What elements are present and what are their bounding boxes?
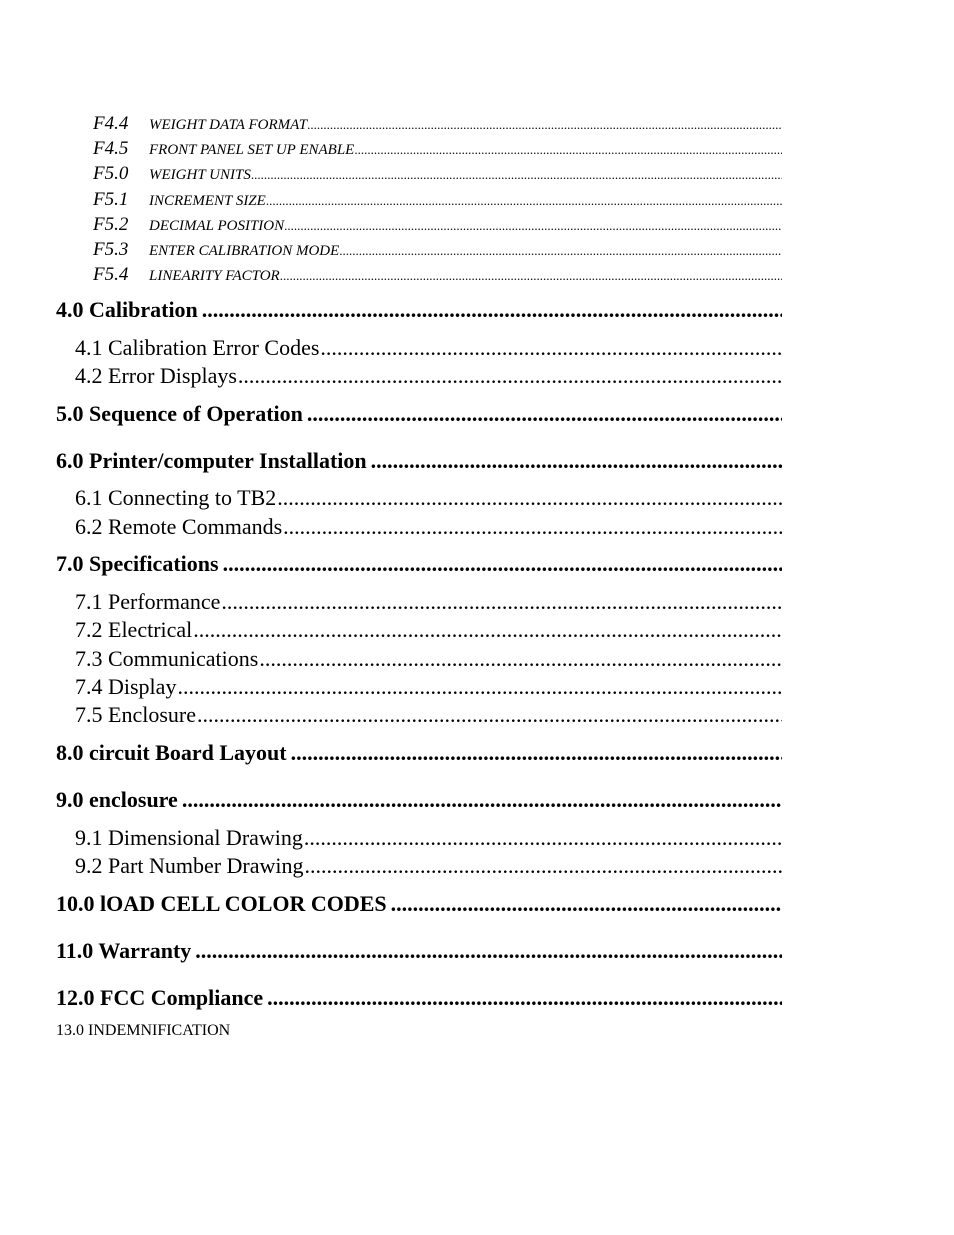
- toc-section-13-0[interactable]: 13.0 INDEMNIFICATION: [56, 1022, 231, 1039]
- dot-leader: [277, 485, 782, 511]
- dot-leader: [284, 218, 782, 234]
- dot-leader: [197, 702, 782, 728]
- dot-leader: [267, 985, 782, 1011]
- dot-leader: [195, 938, 782, 964]
- toc-entry-number: F5.2: [93, 214, 129, 235]
- toc-item-title: 9.1 Dimensional Drawing: [75, 825, 303, 850]
- dot-leader: [283, 514, 782, 540]
- toc-entry-title: FRONT PANEL SET UP ENABLE: [149, 142, 355, 158]
- dot-leader: [259, 646, 782, 672]
- toc-section-7-0[interactable]: [56, 551, 782, 577]
- toc-item-6-2[interactable]: [75, 514, 782, 540]
- toc-item-4-1[interactable]: [75, 335, 782, 361]
- toc-entry-f5-4[interactable]: [93, 264, 782, 286]
- dot-leader: [354, 142, 782, 158]
- dot-leader: [305, 853, 782, 879]
- toc-section-title: 6.0 Printer/computer Installation: [56, 448, 367, 473]
- toc-entry-title: ENTER CALIBRATION MODE: [149, 243, 340, 259]
- toc-entry-number: F5.3: [93, 239, 129, 260]
- toc-item-9-1[interactable]: [75, 825, 782, 851]
- toc-entry-f5-3[interactable]: [93, 239, 782, 261]
- toc-section-title: 5.0 Sequence of Operation: [56, 401, 303, 426]
- toc-entry-f4-5[interactable]: [93, 138, 782, 160]
- toc-section-11-0[interactable]: [56, 938, 782, 964]
- toc-section-9-0[interactable]: [56, 787, 782, 813]
- toc-item-7-2[interactable]: [75, 617, 782, 643]
- toc-section-title: 8.0 circuit Board Layout: [56, 740, 287, 765]
- toc-item-7-3[interactable]: [75, 646, 782, 672]
- toc-section-title: 10.0 lOAD CELL COLOR CODES: [56, 891, 387, 916]
- dot-leader: [202, 297, 782, 323]
- toc-section-title: 12.0 FCC Compliance: [56, 985, 264, 1010]
- toc-item-title: 4.1 Calibration Error Codes: [75, 335, 320, 360]
- toc-entry-number: F5.4: [93, 264, 129, 285]
- toc-entry-number: F5.1: [93, 189, 129, 210]
- dot-leader: [280, 268, 782, 284]
- dot-leader: [307, 117, 782, 133]
- toc-item-title: 7.1 Performance: [75, 589, 221, 614]
- dot-leader: [320, 335, 782, 361]
- toc-item-6-1[interactable]: [75, 485, 782, 511]
- toc-section-6-0[interactable]: [56, 448, 782, 474]
- toc-item-title: 6.1 Connecting to TB2: [75, 485, 277, 510]
- dot-leader: [223, 551, 782, 577]
- toc-item-7-5[interactable]: [75, 702, 782, 728]
- dot-leader: [291, 740, 782, 766]
- dot-leader: [307, 401, 782, 427]
- dot-leader: [251, 167, 782, 183]
- toc-entry-f5-2[interactable]: [93, 214, 782, 236]
- toc-entry-number: F5.0: [93, 163, 129, 184]
- toc-section-4-0[interactable]: [56, 297, 782, 323]
- dot-leader: [221, 589, 782, 615]
- toc-item-title: 7.5 Enclosure: [75, 702, 196, 727]
- toc-entry-number: F4.5: [93, 138, 129, 159]
- toc-entry-f4-4[interactable]: [93, 113, 782, 135]
- toc-item-title: 6.2 Remote Commands: [75, 514, 283, 539]
- toc-section-8-0[interactable]: [56, 740, 782, 766]
- dot-leader: [177, 674, 782, 700]
- toc-item-9-2[interactable]: [75, 853, 782, 879]
- toc-item-7-4[interactable]: [75, 674, 782, 700]
- dot-leader: [304, 825, 782, 851]
- toc-item-title: 7.3 Communications: [75, 646, 259, 671]
- dot-leader: [238, 363, 782, 389]
- toc-entry-f5-0[interactable]: [93, 163, 782, 185]
- dot-leader: [266, 193, 782, 209]
- toc-section-5-0[interactable]: [56, 401, 782, 427]
- toc-entry-title: WEIGHT DATA FORMAT: [149, 117, 308, 133]
- toc-entry-title: DECIMAL POSITION: [149, 218, 285, 234]
- toc-section-title: 9.0 enclosure: [56, 787, 178, 812]
- toc-entry-number: F4.4: [93, 113, 129, 134]
- toc-item-title: 9.2 Part Number Drawing: [75, 853, 304, 878]
- toc-entry-f5-1[interactable]: [93, 189, 782, 211]
- toc-section-title: 11.0 Warranty: [56, 938, 192, 963]
- dot-leader: [339, 243, 782, 259]
- dot-leader: [193, 617, 782, 643]
- toc-entry-title: WEIGHT UNITS: [149, 167, 251, 183]
- toc-item-4-2[interactable]: [75, 363, 782, 389]
- toc-entry-title: INCREMENT SIZE: [149, 193, 266, 209]
- toc-section-title: 7.0 Specifications: [56, 551, 219, 576]
- toc-item-title: 7.2 Electrical: [75, 617, 193, 642]
- toc-section-10-0[interactable]: [56, 891, 782, 917]
- toc-section-title: 4.0 Calibration: [56, 297, 198, 322]
- toc-section-12-0[interactable]: [56, 985, 782, 1011]
- toc-item-7-1[interactable]: [75, 589, 782, 615]
- toc-item-title: 4.2 Error Displays: [75, 363, 237, 388]
- dot-leader: [391, 891, 782, 917]
- dot-leader: [182, 787, 782, 813]
- toc-item-title: 7.4 Display: [75, 674, 177, 699]
- dot-leader: [371, 448, 782, 474]
- toc-entry-title: LINEARITY FACTOR: [149, 268, 280, 284]
